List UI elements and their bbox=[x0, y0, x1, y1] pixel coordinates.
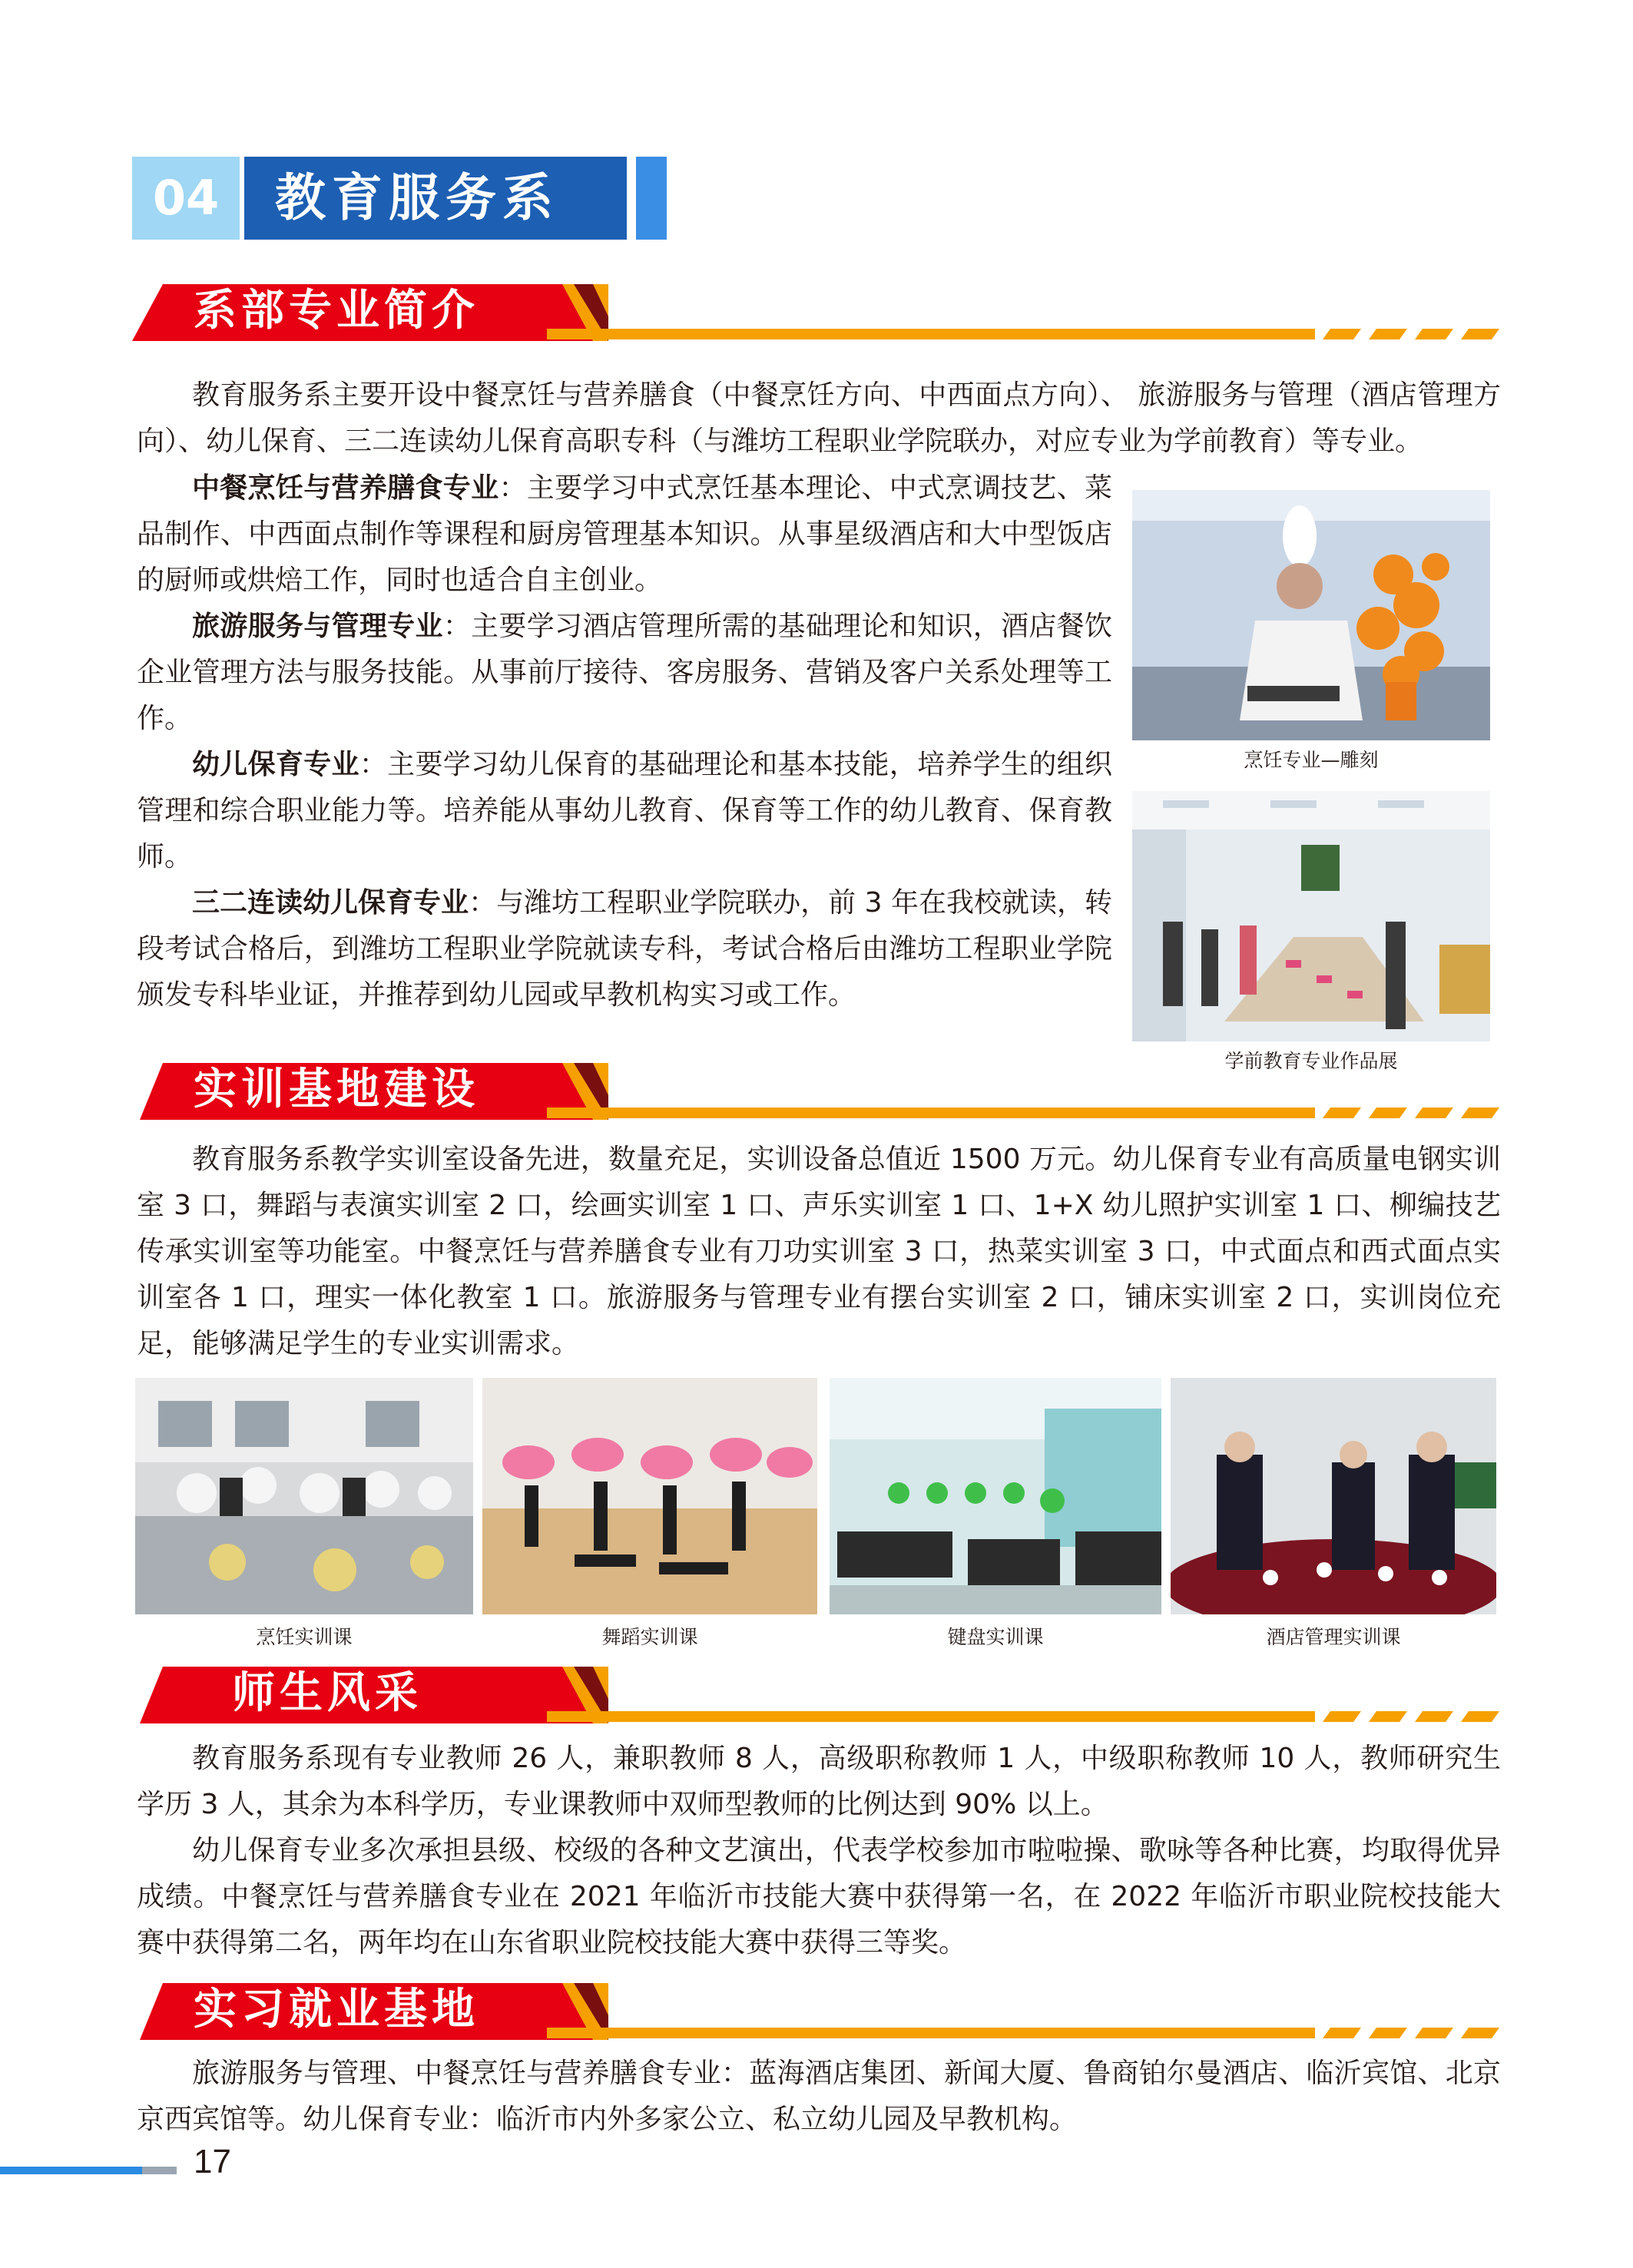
overview-text: 教育服务系主要开设中餐烹饪与营养膳食（中餐烹饪方向、中西面点方向）、 旅游服务与管理（酒店管理方向）、幼儿保育、三二连读幼儿保育高职专科（与潍坊工程职业学院联办，对应专业为学前教育）等专业。 bbox=[137, 379, 1501, 457]
chapter-number: 04 bbox=[132, 157, 240, 240]
major-desc: ：与潍坊工程职业学院联办，前 3 年在我校就读，转段考试合格后，到潍坊工程职业学院就读专科，考试合格后由潍坊工程职业学院颁发专科毕业证，并推荐到幼儿园或早教机构实习或工作。 bbox=[137, 887, 1112, 1011]
section-title: 实习就业基地 bbox=[194, 1985, 479, 2035]
photo-cooking-class bbox=[135, 1378, 473, 1614]
major-item bbox=[137, 880, 1112, 1018]
section-dash-line bbox=[547, 1711, 1502, 1722]
photo-keyboard-class bbox=[830, 1378, 1161, 1614]
staff-body bbox=[137, 1736, 1501, 1966]
footer-line bbox=[0, 2167, 142, 2174]
section-dash-line bbox=[547, 1108, 1502, 1118]
photo-dance-class bbox=[482, 1378, 817, 1614]
training-body bbox=[137, 1137, 1501, 1367]
major-item bbox=[137, 742, 1112, 880]
chapter-accent-bar bbox=[636, 157, 667, 240]
major-item bbox=[137, 604, 1112, 742]
employment-text: 旅游服务与管理、中餐烹饪与营养膳食专业：蓝海酒店集团、新闻大厦、鲁商铂尔曼酒店、临沂宾馆、北京京西宾馆等。幼儿保育专业：临沂市内外多家公立、私立幼儿园及早教机构。 bbox=[137, 2058, 1501, 2135]
intro-overview bbox=[137, 372, 1501, 465]
chapter-title: 教育服务系 bbox=[244, 157, 627, 240]
major-name: 三二连读幼儿保育专业 bbox=[192, 887, 469, 919]
photo-caption: 烹饪专业—雕刻 bbox=[1244, 749, 1379, 771]
section-header-employment bbox=[132, 1977, 1502, 2046]
section-header-staff bbox=[132, 1660, 1502, 1730]
majors-list bbox=[137, 465, 1112, 1018]
section-title: 师生风采 bbox=[232, 1668, 422, 1718]
major-item bbox=[137, 465, 1112, 604]
footer-line-gray bbox=[142, 2167, 177, 2174]
photo-caption: 烹饪实训课 bbox=[256, 1626, 353, 1648]
training-text: 教育服务系教学实训室设备先进，数量充足，实训设备总值近 1500 万元。幼儿保育专业有高质量电钢实训室 3 口，舞蹈与表演实训室 2 口，绘画实训室 1 口、声乐实训室 1 口、1+X 幼儿照护实训室 1 口、柳编技艺传承实训室等功能室。中餐烹饪与营养膳食专业有刀功实训室 3 口，热菜实训室 3 口，中式面点和西式面点实训室各 1 口，理实一体化教室 1 口。旅游服务与管理专业有摆台实训室 2 口，铺床实训室 2 口，实训岗位充足，能够满足学生的专业实训需求。 bbox=[137, 1144, 1501, 1359]
section-header-intro bbox=[132, 278, 1502, 347]
major-name: 旅游服务与管理专业 bbox=[192, 611, 443, 642]
staff-paragraph: 幼儿保育专业多次承担县级、校级的各种文艺演出，代表学校参加市啦啦操、歌咏等各种比赛，均取得优异成绩。中餐烹饪与营养膳食专业在 2021 年临沂市技能大赛中获得第一名，在 2022 年临沂市职业院校技能大赛中获得第二名，两年均在山东省职业院校技能大赛中获得三等奖。 bbox=[137, 1835, 1501, 1958]
photo-hotel-class bbox=[1171, 1378, 1496, 1614]
photo-caption: 键盘实训课 bbox=[947, 1626, 1044, 1648]
photo-caption: 酒店管理实训课 bbox=[1266, 1626, 1401, 1648]
major-name: 中餐烹饪与营养膳食专业 bbox=[192, 472, 499, 504]
major-desc: ：主要学习中式烹饪基本理论、中式烹调技艺、菜品制作、中西面点制作等课程和厨房管理基本知识。从事星级酒店和大中型饭店的厨师或烘焙工作，同时也适合自主创业。 bbox=[137, 472, 1112, 596]
photo-caption: 舞蹈实训课 bbox=[601, 1626, 698, 1648]
section-dash-line bbox=[547, 2028, 1502, 2038]
employment-body bbox=[137, 2051, 1501, 2143]
page-number: 17 bbox=[194, 2143, 231, 2180]
photo-caption: 学前教育专业作品展 bbox=[1224, 1050, 1398, 1072]
section-title: 系部专业简介 bbox=[194, 286, 479, 336]
photo-carving bbox=[1132, 490, 1490, 740]
photo-exhibition bbox=[1132, 791, 1490, 1041]
major-desc: ：主要学习幼儿保育的基础理论和基本技能，培养学生的组织管理和综合职业能力等。培养能从事幼儿教育、保育等工作的幼儿教育、保育教师。 bbox=[137, 749, 1112, 872]
staff-paragraph: 教育服务系现有专业教师 26 人，兼职教师 8 人，高级职称教师 1 人，中级职称教师 10 人，教师研究生学历 3 人，其余为本科学历，专业课教师中双师型教师的比例达到 90% 以上。 bbox=[137, 1743, 1501, 1820]
major-name: 幼儿保育专业 bbox=[192, 749, 359, 780]
section-dash-line bbox=[547, 329, 1502, 339]
section-header-training bbox=[132, 1057, 1502, 1126]
major-desc: ：主要学习酒店管理所需的基础理论和知识，酒店餐饮企业管理方法与服务技能。从事前厅接待、客房服务、营销及客户关系处理等工作。 bbox=[137, 611, 1112, 734]
section-title: 实训基地建设 bbox=[194, 1064, 479, 1114]
